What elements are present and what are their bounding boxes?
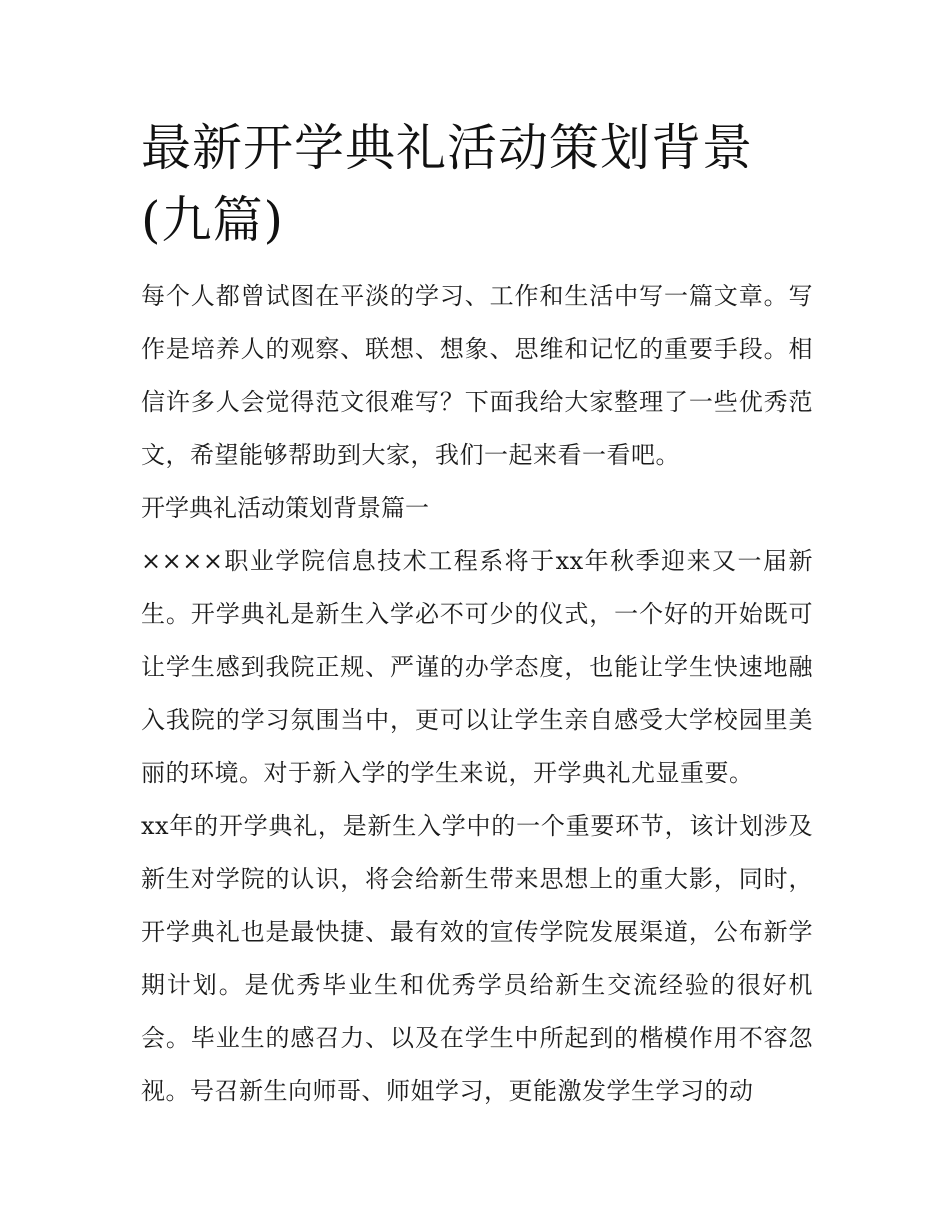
intro-paragraph: 每个人都曾试图在平淡的学习、工作和生活中写一篇文章。写作是培养人的观察、联想、想象、思维和记忆的重要手段。相信许多人会觉得范文很难写？下面我给大家整理了一些优秀范文，希望能够帮助到大家，我们一起来看一看吧。 (141, 282, 813, 469)
body-paragraph: xx年的开学典礼，是新生入学中的一个重要环节，该计划涉及新生对学院的认识，将会给新生带来思想上的重大影，同时，开学典礼也是最快捷、最有效的宣传学院发展渠道，公布新学期计划。是优秀毕业生和优秀学员给新生交流经验的很好机会。毕业生的感召力、以及在学生中所起到的楷模作用不容忽视。号召新生向师哥、师姐学习，更能激发学生学习的动 (141, 812, 813, 1105)
body-paragraph: ××××职业学院信息技术工程系将于xx年秋季迎来又一届新生。开学典礼是新生入学必不可少的仪式，一个好的开始既可让学生感到我院正规、严谨的办学态度，也能让学生快速地融入我院的学习氛围当中，更可以让学生亲自感受大学校园里美丽的环境。对于新入学的学生来说，开学典礼尤显重要。 (141, 547, 813, 787)
document-title: 最新开学典礼活动策划背景(九篇) (141, 119, 753, 249)
section-heading: 开学典礼活动策划背景篇一 (141, 494, 429, 522)
document-content (141, 112, 813, 1118)
